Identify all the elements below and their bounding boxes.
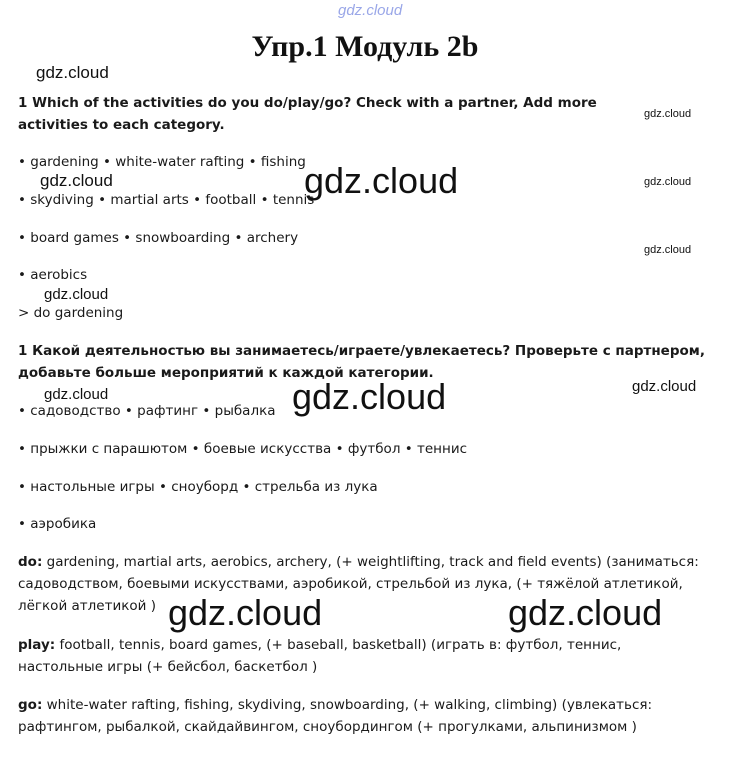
- list-item-ru: • настольные игры • сноуборд • стрельба из лука: [18, 479, 378, 495]
- answer-do: [18, 551, 718, 617]
- answer-text: gardening, martial arts, aerobics, archery, (+ weightlifting, track and field events) (заниматься: садоводством, боевыми искусствами, аэробикой, стрельбой из лука, (+ тяжёлой атлетикой, лёгкой атлетикой ): [18, 554, 699, 614]
- question-en: 1 Which of the activities do you do/play/go? Check with a partner, Add more activities to each category.: [18, 95, 597, 133]
- list-item-ru: • садоводство • рафтинг • рыбалка: [18, 403, 276, 419]
- list-item-en: • gardening • white-water rafting • fishing: [18, 154, 306, 170]
- watermark: gdz.cloud: [40, 171, 113, 190]
- watermark: gdz.cloud: [304, 160, 459, 201]
- watermark: gdz.cloud: [168, 592, 323, 633]
- watermark: gdz.cloud: [644, 176, 692, 188]
- page-title: Упр.1 Модуль 2b: [251, 30, 479, 63]
- example-line: > do gardening: [18, 305, 124, 321]
- question-ru: 1 Какой деятельностью вы занимаетесь/играете/увлекаетесь? Проверьте с партнером, добавьте больше мероприятий к каждой категории.: [18, 343, 705, 381]
- answer-text: football, tennis, board games, (+ baseball, basketball) (играть в: футбол, теннис, настольные игры (+ бейсбол, баскетбол ): [18, 637, 622, 675]
- watermark: gdz.cloud: [44, 286, 109, 303]
- list-item-en: • aerobics: [18, 267, 88, 283]
- watermark: gdz.cloud: [44, 386, 109, 403]
- watermark-top: gdz.cloud: [338, 2, 403, 19]
- watermark: gdz.cloud: [644, 108, 692, 120]
- watermark: gdz.cloud: [36, 63, 109, 82]
- watermark: gdz.cloud: [632, 378, 697, 395]
- watermark: gdz.cloud: [508, 592, 663, 633]
- answer-play: [18, 634, 698, 678]
- list-item-ru: • аэробика: [18, 516, 97, 532]
- answer-label: do:: [18, 554, 43, 570]
- watermark: gdz.cloud: [644, 244, 692, 256]
- list-item-en: • board games • snowboarding • archery: [18, 230, 299, 246]
- answer-label: play:: [18, 637, 56, 653]
- list-item-en: • skydiving • martial arts • football • tennis: [18, 192, 315, 208]
- answer-text: white-water rafting, fishing, skydiving, snowboarding, (+ walking, climbing) (увлекаться: рафтингом, рыбалкой, скайдайвингом, сноубордингом (+ прогулками, альпинизмом ): [18, 697, 653, 735]
- answer-label: go:: [18, 697, 43, 713]
- list-item-ru: • прыжки с парашютом • боевые искусства • футбол • теннис: [18, 441, 468, 457]
- answer-go: [18, 694, 718, 738]
- watermark: gdz.cloud: [292, 376, 447, 417]
